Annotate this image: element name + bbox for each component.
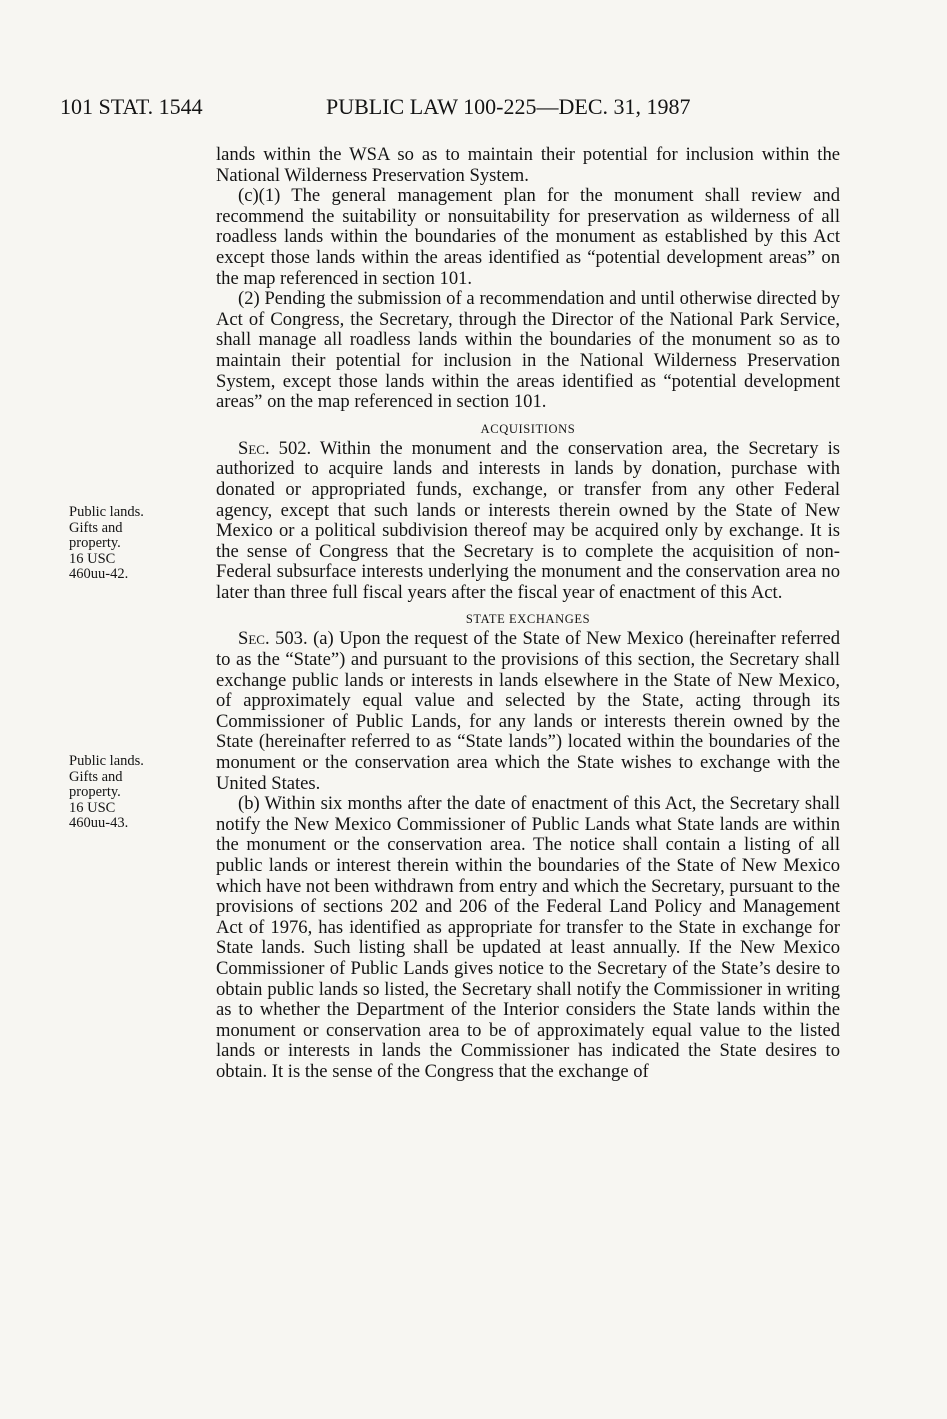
section-503-text: 503. (a) Upon the request of the State of New Mexico (hereinafter referred to as the “State”) and pursuant to the provisions of this section, the Secretary shall exchange public lands or interests in lands elsewhere in the State of New Mexico, of approximately equal value and selected by the State, acting through its Commissioner of Public Lands, for any lands or interests therein owned by the State (hereinafter referred to as “State lands”) located within the boundaries of the monument or the conservation area which the State wishes to exchange with the United States. xyxy=(216,628,840,794)
margin-note-line: property. xyxy=(69,784,121,800)
section-label: Sec. xyxy=(238,437,270,459)
body-text xyxy=(216,145,840,1083)
paragraph-c1: (c)(1) The general management plan for the monument shall review and recommend the suitability or nonsuitability for preservation as wilderness of all roadless lands within the boundaries of the monument as established by this Act except those lands within the areas identified as “potential development areas” on the map referenced in section 101. xyxy=(216,185,840,289)
statute-reference: 101 STAT. 1544 xyxy=(60,94,203,119)
section-502-text: 502. Within the monument and the conservation area, the Secretary is authorized to acquire lands and interests in lands by donation, purchase with donated or appropriated funds, exchange, or transfer from any other Federal agency, except that such lands or interests therein owned by the State of New Mexico or a political subdivision thereof may be acquired only by exchange. It is the sense of Congress that the Secretary is to complete the acquisition of non-Federal subsurface interests underlying the monument and the conservation area no later than three full fiscal years after the fiscal year of enactment of this Act. xyxy=(216,437,840,603)
law-title: PUBLIC LAW 100-225—DEC. 31, 1987 xyxy=(326,94,691,119)
section-heading-acquisitions: ACQUISITIONS xyxy=(480,421,576,436)
margin-note-line: Public lands. xyxy=(69,504,144,520)
margin-note-line: 16 USC xyxy=(69,550,116,567)
margin-note-line: 460uu-42. xyxy=(69,566,129,582)
section-label: Sec. xyxy=(238,628,270,650)
section-heading-state-exchanges: STATE EXCHANGES xyxy=(465,612,591,627)
margin-note-line: property. xyxy=(69,535,121,551)
section-503 xyxy=(216,629,840,794)
running-head xyxy=(58,92,838,122)
margin-note-line: 16 USC xyxy=(69,799,116,816)
margin-note-line: Public lands. xyxy=(69,753,144,769)
margin-note-line: Gifts and xyxy=(69,768,123,785)
paragraph-c2: (2) Pending the submission of a recommendation and until otherwise directed by Act of Congress, the Secretary, through the Director of the National Park Service, shall manage all roadless lands within the boundaries of the monument so as to maintain their potential for inclusion in the National Wilderness Preservation System, except those lands within the areas identified as “potential development areas” on the map referenced in section 101. xyxy=(216,288,840,413)
paragraph-b: (b) Within six months after the date of enactment of this Act, the Secretary shall notify the New Mexico Commissioner of Public Lands what State lands are within the monument or the conservation area. The notice shall contain a listing of all public lands or interest therein within the boundaries of the State of New Mexico which have not been withdrawn from entry and which the Secretary, pursuant to the provisions of sections 202 and 206 of the Federal Land Policy and Management Act of 1976, has identified as appropriate for transfer to the State in exchange for State lands. Such listing shall be updated at least annually. If the New Mexico Commissioner of Public Lands gives notice to the Secretary of the State’s desire to obtain public lands so listed, the Secretary shall notify the Commissioner in writing as to whether the Department of the Interior considers the State lands within the monument or conservation area to be of approximately equal value to the listed lands or interests in lands the Commissioner has indicated the State desires to obtain. It is the sense of the Congress that the exchange of xyxy=(216,793,840,1082)
section-502 xyxy=(216,439,840,604)
margin-note-sec-503 xyxy=(69,754,179,832)
margin-note-line: 460uu-43. xyxy=(69,815,129,831)
margin-note-sec-502 xyxy=(69,505,179,583)
paragraph-continuation: lands within the WSA so as to maintain their potential for inclusion within the National Wilderness Preservation System. xyxy=(216,144,840,186)
margin-note-line: Gifts and xyxy=(69,519,123,536)
